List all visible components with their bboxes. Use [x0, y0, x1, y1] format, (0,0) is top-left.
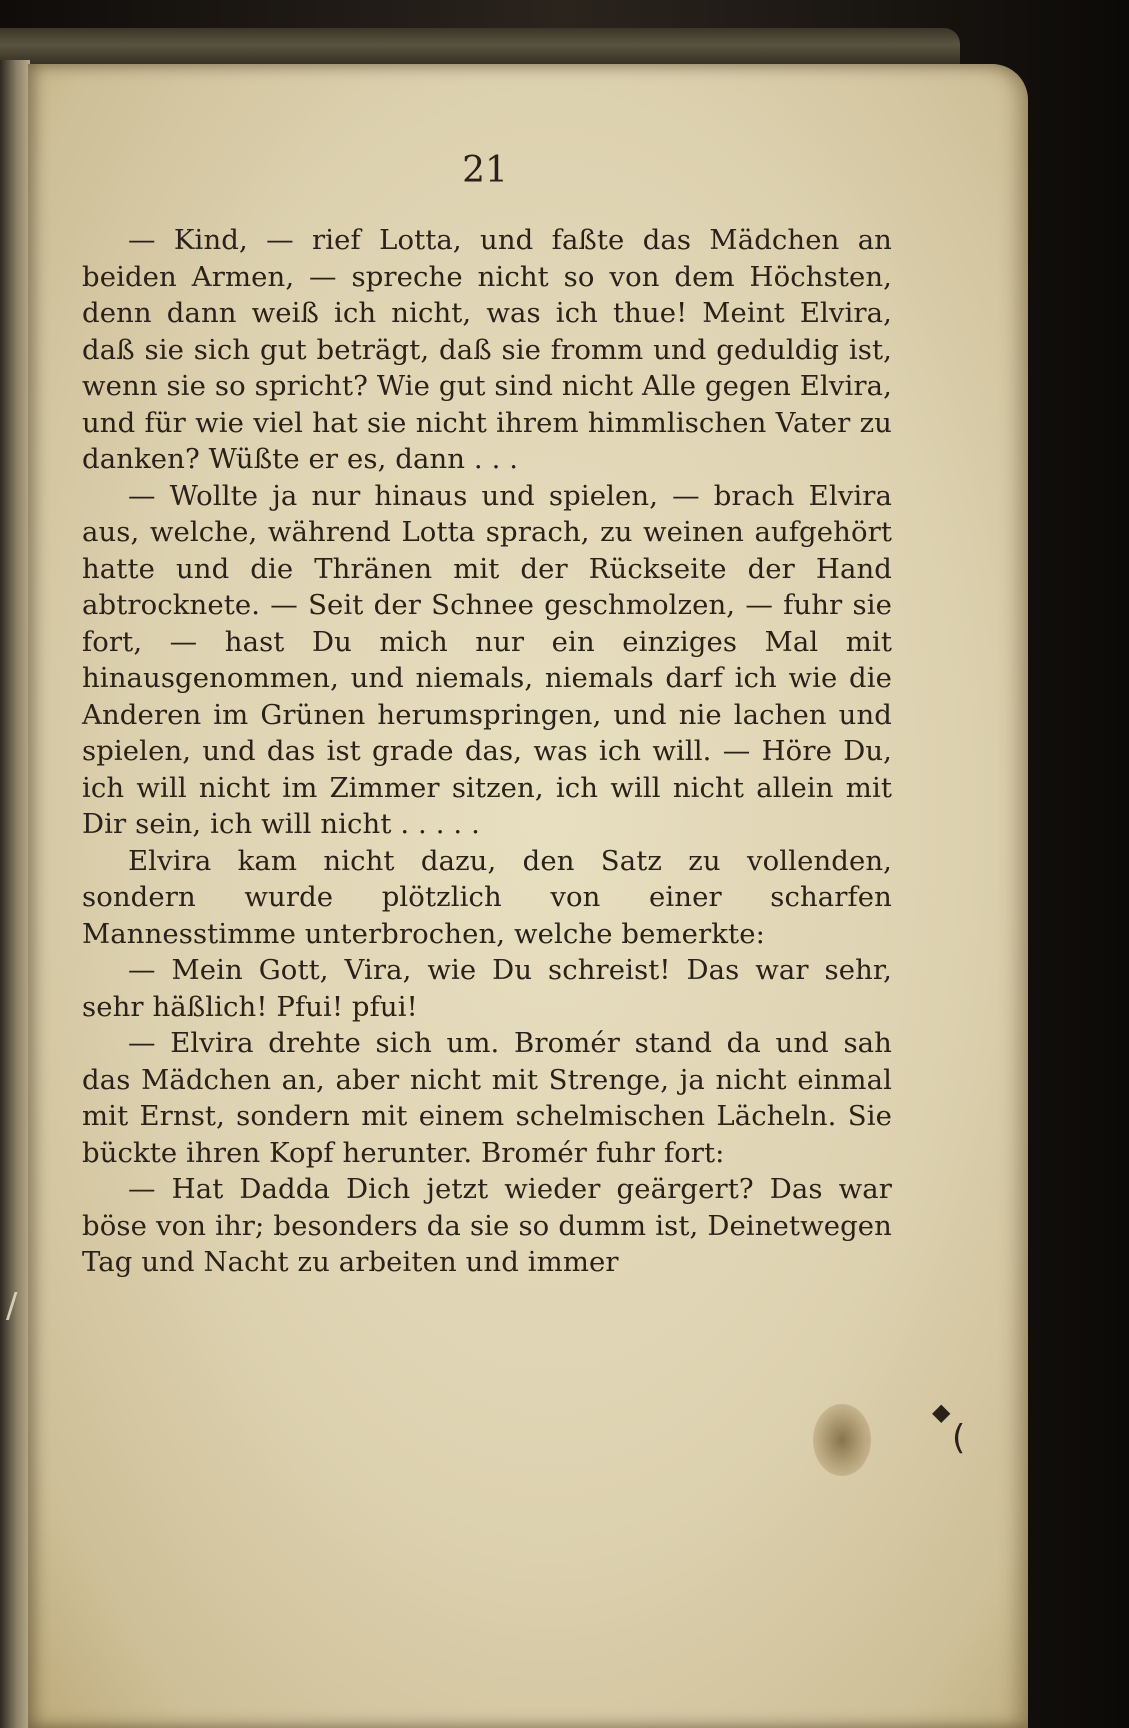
diamond-mark-icon: ◆ — [932, 1398, 951, 1426]
slash-mark-icon: / — [6, 1286, 18, 1326]
paragraph: — Wollte ja nur hinaus und spielen, — brach Elvira aus, welche, während Lotta sprach, zu weinen aufgehört hatte und die Thränen mit der Rückseite der Hand abtrocknete. — Seit der Schnee geschmolzen, — fuhr sie fort, — hast Du mich nur ein einziges Mal mit hinausgenommen, und niemals, niemals darf ich wie die Anderen im Grünen herumspringen, und nie lachen und spielen, und das ist grade das, was ich will. — Höre Du, ich will nicht im Zimmer sitzen, ich will nicht allein mit Dir sein, ich will nicht . . . . . — [82, 479, 892, 840]
paragraph: — Kind, — rief Lotta, und faßte das Mädchen an beiden Armen, — spreche nicht so von dem Höchsten, denn dann weiß ich nicht, was ich thue! Meint Elvira, daß sie sich gut beträgt, daß sie fromm und geduldig ist, wenn sie so spricht? Wie gut sind nicht Alle gegen Elvira, und für wie viel hat sie nicht ihrem himmlischen Vater zu danken? Wüßte er es, dann . . . — [82, 224, 892, 475]
page-text — [82, 222, 892, 1281]
book-gutter — [0, 60, 30, 1728]
page-number: 21 — [462, 150, 508, 191]
paragraph: — Elvira drehte sich um. Bromér stand da und sah das Mädchen an, aber nicht mit Strenge, ja nicht einmal mit Ernst, sondern mit einem schelmischen Lächeln. Sie bückte ihren Kopf herunter. Bromér fuhr fort: — [82, 1027, 892, 1169]
paragraph: Elvira kam nicht dazu, den Satz zu vollenden, sondern wurde plötzlich von einer scharfen Mannesstimme unterbrochen, welche bemerkte: — [82, 844, 892, 950]
paragraph: — Hat Dadda Dich jetzt wieder geärgert? Das war böse von ihr; besonders da sie so dumm ist, Deinetwegen Tag und Nacht zu arbeiten und immer — [82, 1173, 892, 1278]
paren-mark-icon: ( — [952, 1418, 966, 1458]
paragraph: — Mein Gott, Vira, wie Du schreist! Das war sehr, sehr häßlich! Pfui! pfui! — [82, 954, 892, 1023]
paper-stain — [813, 1404, 871, 1476]
